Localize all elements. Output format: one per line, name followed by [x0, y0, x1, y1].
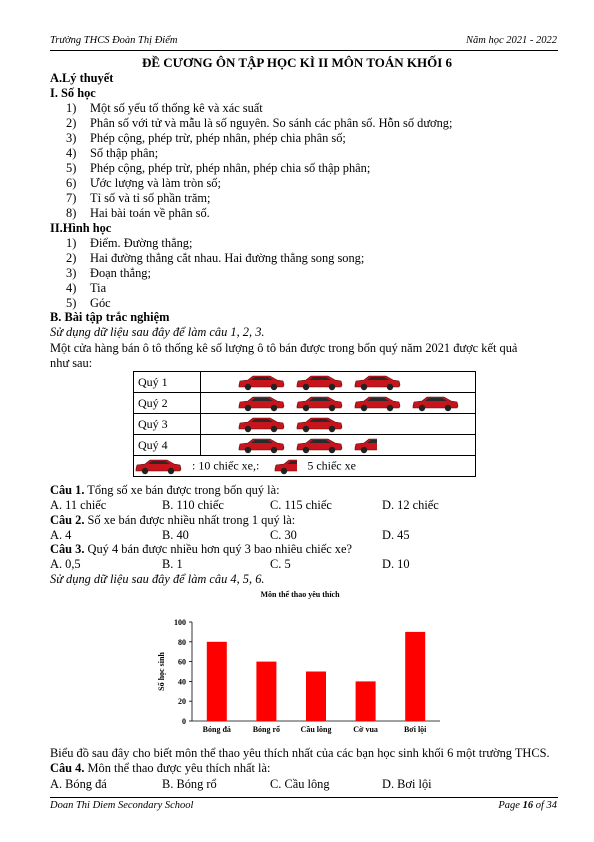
- intro-questions-1-3: Sử dụng dữ liệu sau đây để làm câu 1, 2, 3.: [50, 325, 265, 339]
- bar: [256, 662, 276, 721]
- part-i-item-text: Số thập phân;: [90, 146, 159, 160]
- part-i-item-text: Phân số với tử và mẫu là số nguyên. So sánh các phân số. Hỗn số dương;: [90, 116, 453, 130]
- q3-option-d: D. 10: [382, 557, 410, 571]
- question-2-label: Câu 2.: [50, 513, 85, 527]
- y-tick-label: 80: [178, 637, 186, 647]
- question-3-text: Quý 4 bán được nhiều hơn quý 3 bao nhiêu chiếc xe?: [84, 542, 352, 556]
- part-i-item-number: 3): [66, 131, 77, 145]
- part-ii-item-number: 5): [66, 296, 77, 310]
- car-icon: [295, 373, 343, 391]
- footer-school: Doan Thi Diem Secondary School: [50, 800, 194, 811]
- x-tick-label: Bóng rổ: [252, 725, 281, 734]
- footer-page-prefix: Page: [498, 800, 523, 811]
- q1-option-d: D. 12 chiếc: [382, 498, 439, 512]
- car-icon: [237, 373, 285, 391]
- y-tick-label: 40: [178, 677, 186, 687]
- header-school: Trường THCS Đoàn Thị Điểm: [50, 35, 178, 46]
- question-2-text: Số xe bán được nhiều nhất trong 1 quý là:: [84, 513, 296, 527]
- y-tick-label: 20: [178, 697, 186, 707]
- page-title: ĐỀ CƯƠNG ÔN TẬP HỌC KÌ II MÔN TOÁN KHỐI 6: [141, 55, 453, 70]
- part-ii-item-text: Góc: [90, 296, 111, 310]
- car-icon: [237, 436, 285, 454]
- x-tick-label: Bơi lội: [403, 725, 427, 734]
- q2-option-c: C. 30: [270, 528, 297, 542]
- part-i-item-number: 6): [66, 176, 77, 190]
- pictograph-row: [134, 393, 476, 414]
- q4-option-c: C. Cầu lông: [270, 777, 330, 791]
- q4-option-d: D. Bơi lội: [382, 777, 432, 791]
- quarter-label: Quý 1: [134, 372, 201, 393]
- part-ii-item-text: Điểm. Đường thẳng;: [90, 236, 193, 250]
- part-i-item-text: Một số yếu tố thống kê và xác suất: [90, 101, 263, 115]
- q4-option-b: B. Bóng rổ: [162, 777, 217, 791]
- pictograph-row: [134, 435, 476, 456]
- q2-option-b: B. 40: [162, 528, 189, 542]
- footer-page-number: 16: [522, 800, 534, 811]
- question-2: [50, 513, 295, 528]
- part-i-item-number: 4): [66, 146, 77, 160]
- bar: [306, 672, 326, 722]
- x-tick-label: Bóng đá: [202, 725, 231, 734]
- part-ii-item-number: 1): [66, 236, 77, 250]
- section-a-heading: A.Lý thuyết: [50, 71, 114, 85]
- q3-option-c: C. 5: [270, 557, 291, 571]
- pictograph-legend-row: [134, 456, 476, 477]
- question-4-label: Câu 4.: [50, 761, 85, 775]
- q2-option-d: D. 45: [382, 528, 410, 542]
- header-year: Năm học 2021 - 2022: [466, 35, 557, 46]
- footer-page: [498, 800, 557, 811]
- car-icons-cell: [201, 393, 476, 414]
- question-1: [50, 483, 280, 498]
- car-icons-cell: [201, 372, 476, 393]
- half-car-icon: [353, 436, 377, 454]
- car-icon: [353, 373, 401, 391]
- part-i-item-number: 1): [66, 101, 77, 115]
- bar: [405, 632, 425, 721]
- header-rule: [50, 50, 558, 51]
- question-3-label: Câu 3.: [50, 542, 85, 556]
- car-icon: [353, 394, 401, 412]
- part-i-item-text: Phép cộng, phép trừ, phép nhân, phép chia số thập phân;: [90, 161, 371, 175]
- footer-page-suffix: of 34: [533, 800, 557, 811]
- part-i-item-number: 7): [66, 191, 77, 205]
- question-4: [50, 761, 270, 776]
- q1-option-b: B. 110 chiếc: [162, 498, 224, 512]
- question-4-text: Môn thể thao được yêu thích nhất là:: [84, 761, 271, 775]
- q3-option-b: B. 1: [162, 557, 183, 571]
- part-i-item-number: 5): [66, 161, 77, 175]
- part-ii-item-number: 3): [66, 266, 77, 280]
- part-i-item-text: Ước lượng và làm tròn số;: [90, 176, 221, 190]
- x-tick-label: Cầu lông: [300, 725, 332, 734]
- part-ii-item-text: Tia: [90, 281, 107, 295]
- q1-option-a: A. 11 chiếc: [50, 498, 107, 512]
- part-ii-item-text: Hai đường thẳng cắt nhau. Hai đường thẳng song song;: [90, 251, 365, 265]
- car-icon: [411, 394, 459, 412]
- quarter-label: Quý 3: [134, 414, 201, 435]
- quarter-label: Quý 2: [134, 393, 201, 414]
- car-icon: [237, 415, 285, 433]
- intro-questions-4-6: Sử dụng dữ liệu sau đây để làm câu 4, 5, 6.: [50, 572, 265, 586]
- q2-option-a: A. 4: [50, 528, 72, 542]
- question-1-label: Câu 1.: [50, 483, 85, 497]
- q4-option-a: A. Bóng đá: [50, 777, 107, 791]
- part-i-item-text: Hai bài toán về phân số.: [90, 206, 210, 220]
- legend-half-text: 5 chiếc xe: [307, 458, 356, 473]
- bar-chart: [150, 588, 450, 740]
- y-tick-label: 60: [178, 657, 186, 667]
- part-i-heading: I. Số học: [50, 86, 96, 100]
- q1-option-c: C. 115 chiếc: [270, 498, 332, 512]
- chart-title: Môn thể thao yêu thích: [260, 590, 340, 599]
- legend-full-text: : 10 chiếc xe,:: [192, 458, 260, 473]
- paragraph-line-1: Một cửa hàng bán ô tô thống kê số lượng ô tô bán được trong bốn quý năm 2021 được kết quả: [50, 341, 518, 355]
- y-axis-label: Số học sinh: [157, 652, 166, 691]
- pictograph-legend: [134, 456, 476, 477]
- x-tick-label: Cờ vua: [353, 725, 378, 734]
- car-icons-cell: [201, 414, 476, 435]
- question-3: [50, 542, 352, 557]
- q3-option-a: A. 0,5: [50, 557, 81, 571]
- car-icon: [295, 436, 343, 454]
- part-ii-item-number: 2): [66, 251, 77, 265]
- car-icon: [295, 415, 343, 433]
- bar: [356, 681, 376, 721]
- pictograph-row: [134, 414, 476, 435]
- legend-half-car-icon: [273, 457, 297, 475]
- section-b-heading: B. Bài tập trắc nghiệm: [50, 310, 170, 324]
- y-tick-label: 100: [174, 618, 186, 627]
- y-tick-label: 0: [182, 717, 186, 726]
- footer-rule: [50, 797, 558, 798]
- legend-car-icon: [134, 457, 182, 475]
- pictograph-table: [133, 371, 476, 477]
- car-icons-cell: [201, 435, 476, 456]
- paragraph-line-2: như sau:: [50, 356, 93, 370]
- part-ii-item-text: Đoạn thẳng;: [90, 266, 151, 280]
- part-i-item-text: Tỉ số và tỉ số phần trăm;: [90, 191, 211, 205]
- part-ii-heading: II.Hình học: [50, 221, 112, 235]
- bar: [207, 642, 227, 721]
- quarter-label: Quý 4: [134, 435, 201, 456]
- pictograph-row: [134, 372, 476, 393]
- part-i-item-number: 2): [66, 116, 77, 130]
- part-i-item-text: Phép cộng, phép trừ, phép nhân, phép chia phân số;: [90, 131, 346, 145]
- car-icon: [237, 394, 285, 412]
- question-1-text: Tổng số xe bán được trong bốn quý là:: [84, 483, 280, 497]
- part-ii-item-number: 4): [66, 281, 77, 295]
- chart-description: Biểu đồ sau đây cho biết môn thể thao yêu thích nhất của các bạn học sinh khối 6 một trường THCS.: [50, 746, 550, 760]
- car-icon: [295, 394, 343, 412]
- part-i-item-number: 8): [66, 206, 77, 220]
